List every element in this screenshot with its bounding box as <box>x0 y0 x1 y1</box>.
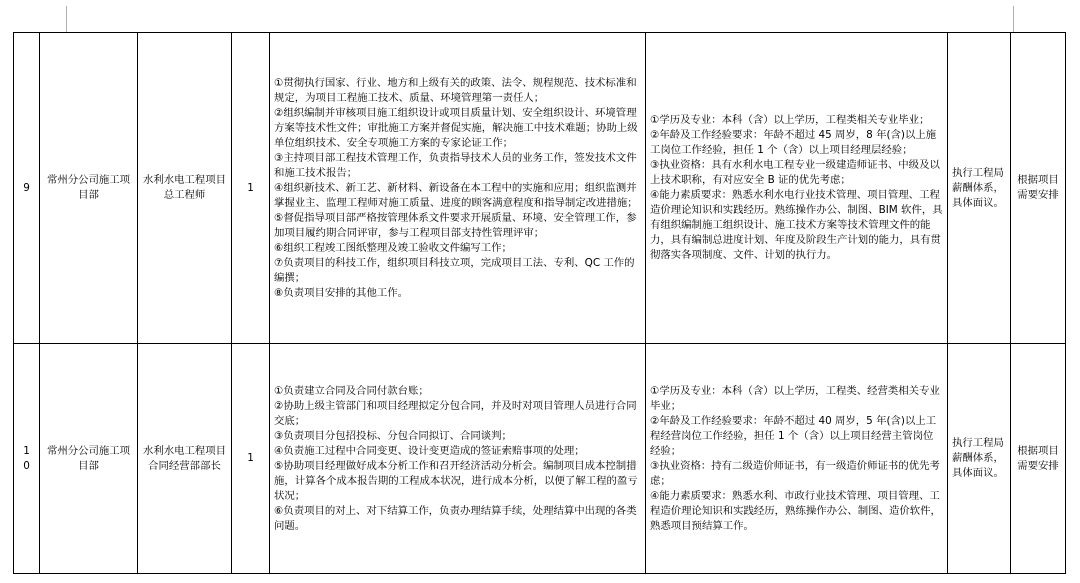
position-cell: 水利水电工程项目合同经营部部长 <box>138 344 232 574</box>
duty-item: ③负责项目分包招投标、分包合同拟订、合同谈判； <box>274 429 512 442</box>
duty-item: ①负责建立合同及合同付款台账； <box>274 384 429 397</box>
requirements-cell <box>646 33 948 344</box>
headcount-cell: 1 <box>232 33 270 344</box>
duty-item: ⑤协助项目经理做好成本分析工作和召开经济活动分析会。编制项目成本控制措施，计算各个成本报告期的工程成本状况，进行成本分析，以便了解工程的盈亏状况； <box>274 459 638 502</box>
row-number: 1 0 <box>14 344 40 574</box>
duty-item: ⑦负责项目的科技工作，组织项目科技立项，完成项目工法、专利、QC 工作的编撰； <box>274 256 635 284</box>
duty-item: ②协助上级主管部门和项目经理拟定分包合同，并及时对项目管理人员进行合同交底； <box>274 399 637 427</box>
requirement-item: ③执业资格：持有二级造价师证书，有一级造价师证书的优先考虑； <box>650 459 940 487</box>
requirement-item: ②年龄及工作经验要求：年龄不超过 45 周岁，8 年(含)以上施工岗位工作经验，担任 1 个（含）以上项目经理层经验； <box>650 129 937 156</box>
duty-item: ①贯彻执行国家、行业、地方和上级有关的政策、法令、规程规范、技术标准和规定，为项目工程施工技术、质量、环境管理第一责任人； <box>274 76 637 104</box>
duty-item: ②组织编制并审核项目施工组织设计或项目质量计划、安全组织设计、环境管理方案等技术性文件；审批施工方案并督促实施，解决施工中技术难题；协助上级单位组织技术、安全专项施工方案的专家论证工作； <box>274 106 638 149</box>
duty-item: ④组织新技术、新工艺、新材料、新设备在本工程中的实施和应用；组织监测并掌握业主、监理工程师对施工质量、进度的顾客满意程度和指导制定改进措施； <box>274 181 638 209</box>
row-number: 9 <box>14 33 40 344</box>
table-row <box>14 344 1066 574</box>
page-corner-mark-right <box>1013 6 1014 32</box>
duties-cell <box>270 33 646 344</box>
duty-item: ⑧负责项目安排的其他工作。 <box>274 286 409 299</box>
duties-cell <box>270 344 646 574</box>
requirements-cell <box>646 344 948 574</box>
requirement-item: ④能力素质要求：熟悉水利水电行业技术管理、项目管理、工程造价理论知识和实践经历。熟练操作办公、制图、BIM 软件，具有组织编制施工组织设计、施工技术方案等技术管理文件的能力，具有编制总进度计划、年度及阶段生产计划的能力，具有贯彻落实各项制度、文件、计划的执行力。 <box>650 189 943 261</box>
page-corner-mark-left <box>66 6 67 32</box>
unit-cell: 常州分公司施工项目部 <box>40 33 138 344</box>
requirement-item: ③执业资格：具有水利水电工程专业一级建造师证书、中级及以上技术职称，有对应安全 B 证的优先考虑； <box>650 159 940 186</box>
requirement-item: ①学历及专业：本科（含）以上学历，工程类相关专业毕业； <box>650 114 930 126</box>
table-row <box>14 33 1066 344</box>
duty-item: ⑥负责项目的对上、对下结算工作，负责办理结算手续，处理结算中出现的各类问题。 <box>274 504 637 532</box>
salary-cell: 执行工程局薪酬体系，具体面议。 <box>948 344 1011 574</box>
requirement-item: ④能力素质要求：熟悉水利、市政行业技术管理、项目管理、工程造价理论知识和实践经历，熟练操作办公、制图、造价软件，熟悉项目预结算工作。 <box>650 489 941 532</box>
requirement-item: ②年龄及工作经验要求：年龄不超过 40 周岁，5 年(含)以上工程经营岗位工作经验，担任 1 个（含）以上项目经营主管岗位经验； <box>650 414 937 457</box>
job-table <box>13 32 1066 574</box>
salary-cell: 执行工程局薪酬体系，具体面议。 <box>948 33 1011 344</box>
headcount-cell: 1 <box>232 344 270 574</box>
location-cell: 根据项目需要安排 <box>1011 33 1066 344</box>
unit-cell: 常州分公司施工项目部 <box>40 344 138 574</box>
duty-item: ⑥组织工程竣工图纸整理及竣工验收文件编写工作； <box>274 241 512 254</box>
duty-item: ⑤督促指导项目部严格按管理体系文件要求开展质量、环境、安全管理工作，参加项目履约期合同评审，参与工程项目部支持性管理评审； <box>274 211 637 239</box>
location-cell: 根据项目需要安排 <box>1011 344 1066 574</box>
duty-item: ③主持项目部工程技术管理工作，负责指导技术人员的业务工作，签发技术文件和施工技术报告； <box>274 151 637 179</box>
position-cell: 水利水电工程项目总工程师 <box>138 33 232 344</box>
duty-item: ④负责施工过程中合同变更、设计变更造成的签证索赔事项的处理； <box>274 444 585 457</box>
requirement-item: ①学历及专业：本科（含）以上学历，工程类、经营类相关专业毕业； <box>650 384 940 412</box>
